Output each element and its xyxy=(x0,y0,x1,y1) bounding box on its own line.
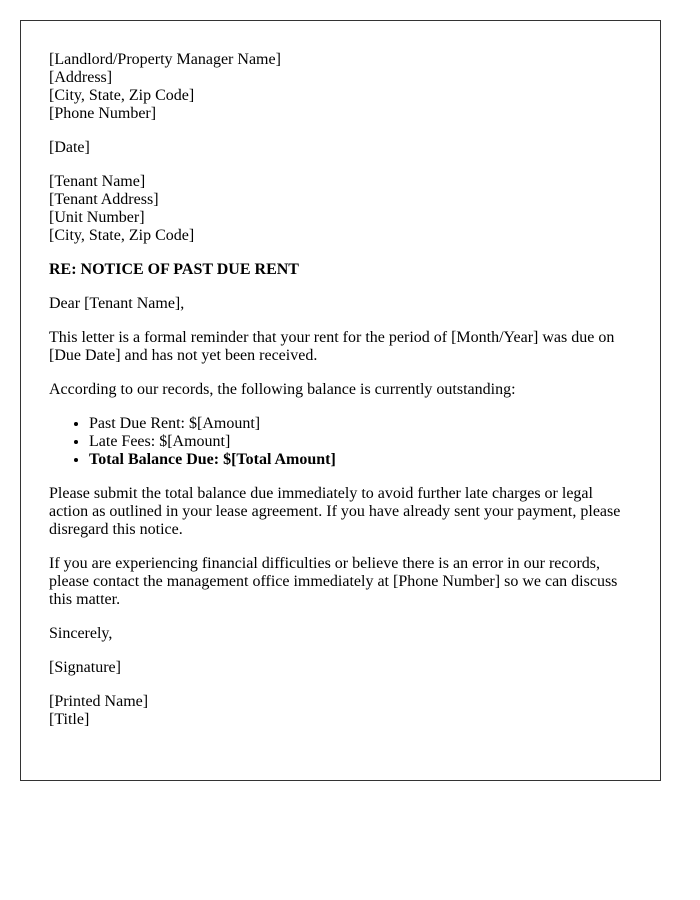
recipient-name: [Tenant Name] xyxy=(49,173,146,190)
balance-item-late-fees: • Late Fees: $[Amount] xyxy=(89,433,631,451)
sender-address: [Address] xyxy=(49,69,113,86)
body-paragraph-2: According to our records, the following balance is currently outstanding: xyxy=(49,381,516,398)
recipient-city-state-zip: [City, State, Zip Code] xyxy=(49,227,195,244)
subject-line: RE: NOTICE OF PAST DUE RENT xyxy=(49,261,299,278)
balance-list xyxy=(49,415,631,469)
letter-container xyxy=(20,20,661,781)
closing-paragraph-1: Please submit the total balance due immediately to avoid further late charges or legal action as outlined in your lease agreement. If you have already sent your payment, please disregard this notice. xyxy=(49,485,621,538)
recipient-block xyxy=(49,173,631,245)
recipient-address: [Tenant Address] xyxy=(49,191,159,208)
sender-city-state-zip: [City, State, Zip Code] xyxy=(49,87,195,104)
balance-item-past-due-rent: • Past Due Rent: $[Amount] xyxy=(89,415,631,433)
letter-date: [Date] xyxy=(49,139,90,156)
signer-printed-name: [Printed Name] xyxy=(49,693,149,710)
sender-name: [Landlord/Property Manager Name] xyxy=(49,51,281,68)
signer-title: [Title] xyxy=(49,711,90,728)
closing-paragraph-2: If you are experiencing financial difficulties or believe there is an error in our records, please contact the management office immediately at [Phone Number] so we can discuss this matter. xyxy=(49,555,618,608)
recipient-unit: [Unit Number] xyxy=(49,209,145,226)
salutation: Dear [Tenant Name], xyxy=(49,295,185,312)
signer-block xyxy=(49,693,631,729)
balance-item-total: • Total Balance Due: $[Total Amount] xyxy=(89,451,631,469)
body-paragraph-1: This letter is a formal reminder that your rent for the period of [Month/Year] was due on [Due Date] and has not yet been received. xyxy=(49,329,615,364)
closing: Sincerely, xyxy=(49,625,113,642)
sender-phone: [Phone Number] xyxy=(49,105,157,122)
sender-block xyxy=(49,51,631,123)
signature: [Signature] xyxy=(49,659,121,676)
